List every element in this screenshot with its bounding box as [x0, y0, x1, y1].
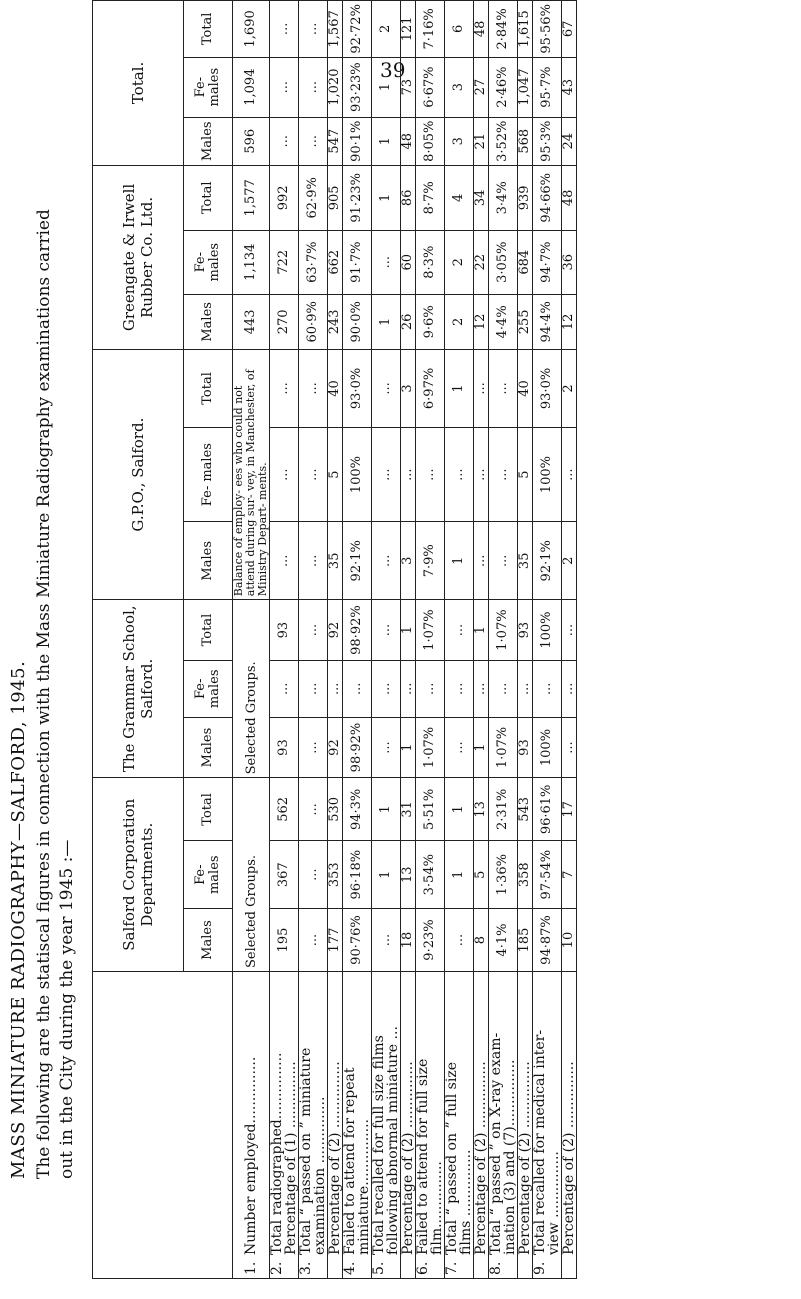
data-cell: 4·4% — [489, 294, 518, 349]
data-cell: 100% — [533, 600, 562, 661]
data-cell: 93·0% — [533, 350, 562, 428]
data-cell: 1,567 — [328, 1, 343, 58]
data-cell: 92·72% — [343, 1, 372, 58]
data-cell: 17 — [562, 778, 577, 841]
group-header: Greengate & Irwell Rubber Co. Ltd. — [93, 165, 184, 349]
data-cell: 5 — [474, 841, 489, 909]
data-cell: 91·23% — [343, 165, 372, 230]
table-row — [401, 1, 416, 1279]
data-cell: 90·1% — [343, 117, 372, 165]
data-cell: 1 — [372, 57, 401, 117]
data-cell: 270 — [270, 294, 299, 349]
data-cell: 12 — [474, 294, 489, 349]
data-cell: 6·67% — [416, 57, 445, 117]
data-cell: 1,577 — [233, 165, 270, 230]
data-cell: ... — [416, 427, 445, 521]
corner-cell — [93, 972, 233, 1279]
sub-column-header: Total — [184, 165, 233, 230]
row-label-text: Total “ passed on ” miniature — [298, 1047, 314, 1255]
data-cell: ... — [270, 427, 299, 521]
row-label — [489, 972, 518, 1279]
data-cell: 3·52% — [489, 117, 518, 165]
data-cell: ... — [299, 778, 328, 841]
data-cell: 43 — [562, 57, 577, 117]
data-cell: ... — [299, 350, 328, 428]
data-cell: 95·3% — [533, 117, 562, 165]
data-cell: 5 — [518, 427, 533, 521]
row-number: 9. — [532, 1261, 548, 1275]
row-number: 5. — [371, 1261, 387, 1275]
row-label — [299, 972, 328, 1279]
sub-column-header: Males — [184, 717, 233, 778]
data-cell: ... — [445, 909, 474, 972]
data-cell: 1·36% — [489, 841, 518, 909]
data-cell: 722 — [270, 230, 299, 294]
data-cell: 195 — [270, 909, 299, 972]
data-cell: 3 — [401, 350, 416, 428]
data-cell: ... — [372, 660, 401, 717]
row-number: 1. — [243, 1261, 259, 1275]
data-cell: 2·84% — [489, 1, 518, 58]
data-cell: 3 — [401, 522, 416, 600]
data-cell: 1·07% — [416, 600, 445, 661]
data-cell: ... — [445, 427, 474, 521]
selected-groups-note: Selected Groups. — [233, 600, 270, 778]
data-cell: ... — [299, 841, 328, 909]
data-cell: 86 — [401, 165, 416, 230]
row-number: 8. — [488, 1261, 504, 1275]
data-cell: ... — [372, 909, 401, 972]
data-cell: 1,047 — [518, 57, 533, 117]
table-row — [416, 1, 445, 1279]
data-cell: 100% — [533, 427, 562, 521]
data-cell: ... — [562, 717, 577, 778]
data-cell: 40 — [518, 350, 533, 428]
data-cell: 543 — [518, 778, 533, 841]
data-cell: 1,134 — [233, 230, 270, 294]
row-label-continuation: miniature............... — [356, 1119, 372, 1255]
data-cell: ... — [562, 427, 577, 521]
data-cell: ... — [343, 660, 372, 717]
data-cell: 35 — [328, 522, 343, 600]
data-cell: 100% — [343, 427, 372, 521]
data-cell: 13 — [401, 841, 416, 909]
intro-text-line-1: The following are the statiscal figures in connection with the Mass Miniature Radiography examinations carried — [34, 209, 54, 1179]
row-label — [474, 972, 489, 1279]
data-cell: ... — [299, 117, 328, 165]
row-label — [401, 972, 416, 1279]
data-cell: 185 — [518, 909, 533, 972]
data-cell: 1,020 — [328, 57, 343, 117]
data-cell: 596 — [233, 117, 270, 165]
row-label-continuation: ination (3) and (7)............... — [502, 1059, 518, 1255]
data-cell: ... — [562, 600, 577, 661]
data-cell: ... — [299, 427, 328, 521]
row-label-text: Total recalled for medical inter- — [532, 1029, 548, 1255]
data-cell: 100% — [533, 717, 562, 778]
row-label-text: Total radiographed............... — [269, 1052, 285, 1255]
data-cell: ... — [533, 660, 562, 717]
data-cell: ... — [299, 660, 328, 717]
table-row — [372, 1, 401, 1279]
data-cell: 91·7% — [343, 230, 372, 294]
data-cell: 22 — [474, 230, 489, 294]
data-cell: 93 — [518, 717, 533, 778]
data-cell: 1 — [445, 522, 474, 600]
data-cell: ... — [489, 522, 518, 600]
data-cell: 48 — [474, 1, 489, 58]
data-cell: 905 — [328, 165, 343, 230]
group-header: Total. — [93, 1, 184, 166]
data-cell: ... — [299, 57, 328, 117]
data-cell: 1 — [445, 778, 474, 841]
row-label — [270, 972, 299, 1279]
data-cell: ... — [270, 117, 299, 165]
data-cell: 1,094 — [233, 57, 270, 117]
data-cell: 367 — [270, 841, 299, 909]
data-cell: 94·7% — [533, 230, 562, 294]
row-label — [533, 972, 562, 1279]
row-label — [416, 972, 445, 1279]
data-cell: 1,615 — [518, 1, 533, 58]
data-cell: ... — [270, 660, 299, 717]
row-label — [343, 972, 372, 1279]
data-cell: ... — [299, 600, 328, 661]
data-cell: ... — [299, 1, 328, 58]
data-cell: ... — [372, 350, 401, 428]
data-cell: 662 — [328, 230, 343, 294]
table-row — [343, 1, 372, 1279]
row-number: 3. — [298, 1261, 314, 1275]
data-cell: 90·76% — [343, 909, 372, 972]
row-label-text: Percentage of (2) ............... — [517, 1061, 533, 1255]
data-cell: 2·31% — [489, 778, 518, 841]
data-cell: 562 — [270, 778, 299, 841]
data-cell: 35 — [518, 522, 533, 600]
data-cell: 95·7% — [533, 57, 562, 117]
data-cell: 1 — [372, 778, 401, 841]
data-cell: 67 — [562, 1, 577, 58]
table-row — [328, 1, 343, 1279]
data-cell: 60·9% — [299, 294, 328, 349]
row-number: 2. — [269, 1261, 285, 1275]
data-cell: 21 — [474, 117, 489, 165]
data-cell: 97·54% — [533, 841, 562, 909]
data-cell: 1·07% — [489, 717, 518, 778]
data-cell: 34 — [474, 165, 489, 230]
row-label-text: Failed to attend for full size — [415, 1058, 431, 1255]
data-cell: 243 — [328, 294, 343, 349]
data-cell: ... — [270, 57, 299, 117]
data-cell: 95·56% — [533, 1, 562, 58]
data-cell: ... — [489, 660, 518, 717]
data-cell: ... — [445, 600, 474, 661]
data-cell: ... — [474, 660, 489, 717]
data-cell: ... — [328, 660, 343, 717]
data-cell: ... — [489, 427, 518, 521]
sub-column-header: Total — [184, 600, 233, 661]
data-cell: 10 — [562, 909, 577, 972]
data-cell: 530 — [328, 778, 343, 841]
data-cell: 8·7% — [416, 165, 445, 230]
row-label — [233, 972, 270, 1279]
sub-column-header: Males — [184, 117, 233, 165]
table-row — [489, 1, 518, 1279]
data-cell: 1·07% — [489, 600, 518, 661]
row-label-text: Percentage of (2) ............... — [473, 1061, 489, 1255]
row-label — [562, 972, 577, 1279]
data-cell: ... — [299, 522, 328, 600]
row-label-text: Failed to attend for repeat — [342, 1067, 358, 1255]
data-cell: 547 — [328, 117, 343, 165]
row-label-text: Percentage of (2) ............... — [400, 1061, 416, 1255]
data-cell: 177 — [328, 909, 343, 972]
data-cell: 353 — [328, 841, 343, 909]
data-cell: 96·18% — [343, 841, 372, 909]
data-cell: 1 — [445, 350, 474, 428]
table-row — [233, 1, 270, 1279]
data-cell: 8·3% — [416, 230, 445, 294]
group-header: Salford Corporation Departments. — [93, 778, 184, 972]
data-cell: 94·66% — [533, 165, 562, 230]
data-cell: 93 — [270, 600, 299, 661]
intro-text-line-2: out in the City during the year 1945 :— — [57, 839, 77, 1179]
sub-column-header: Fe- males — [184, 57, 233, 117]
data-cell: 684 — [518, 230, 533, 294]
gpo-balance-note: Balance of employ- ees who could not attend during sur- vey, in Manchester, of Ministry Depart- ments. — [233, 350, 270, 600]
data-cell: ... — [474, 427, 489, 521]
row-label-text: Percentage of (2) ............... — [561, 1061, 577, 1255]
data-cell: 31 — [401, 778, 416, 841]
data-cell: 255 — [518, 294, 533, 349]
data-cell: 92 — [328, 717, 343, 778]
row-label — [518, 972, 533, 1279]
data-cell: ... — [445, 717, 474, 778]
data-cell: 1 — [474, 600, 489, 661]
data-cell: 568 — [518, 117, 533, 165]
data-cell: 60 — [401, 230, 416, 294]
data-cell: ... — [372, 522, 401, 600]
data-cell: 6 — [445, 1, 474, 58]
row-number: 6. — [415, 1261, 431, 1275]
data-cell: 1 — [372, 294, 401, 349]
data-cell: 6·97% — [416, 350, 445, 428]
data-cell: 9·6% — [416, 294, 445, 349]
data-cell: 7·9% — [416, 522, 445, 600]
data-cell: 98·92% — [343, 717, 372, 778]
row-label-continuation: following abnormal miniature ... — [385, 1026, 401, 1255]
data-cell: ... — [372, 427, 401, 521]
table-row — [562, 1, 577, 1279]
data-cell: 2 — [445, 230, 474, 294]
data-cell: ... — [401, 427, 416, 521]
data-cell: 63·7% — [299, 230, 328, 294]
row-label-continuation: films ............... — [458, 1149, 474, 1255]
table-row — [299, 1, 328, 1279]
row-label-continuation: examination ............... — [312, 1096, 328, 1255]
data-cell: ... — [299, 909, 328, 972]
data-cell: ... — [474, 522, 489, 600]
sub-column-header: Fe- males — [184, 427, 233, 521]
data-cell: 3 — [445, 117, 474, 165]
data-cell: 18 — [401, 909, 416, 972]
row-label-text: Percentage of (2) ............... — [327, 1061, 343, 1255]
data-cell: 93·0% — [343, 350, 372, 428]
data-cell: 3·05% — [489, 230, 518, 294]
row-number: 7. — [444, 1261, 460, 1275]
data-cell: ... — [299, 717, 328, 778]
data-cell: 5 — [328, 427, 343, 521]
selected-groups-note: Selected Groups. — [233, 778, 270, 972]
row-label-text: Total recalled for full size films — [371, 1035, 387, 1255]
row-label — [372, 972, 401, 1279]
page-heading: MASS MINIATURE RADIOGRAPHY—SALFORD, 1945. — [8, 660, 29, 1179]
data-cell: 26 — [401, 294, 416, 349]
sub-column-header: Fe- males — [184, 841, 233, 909]
table-row — [518, 1, 533, 1279]
data-cell: ... — [489, 350, 518, 428]
data-cell: ... — [518, 660, 533, 717]
data-cell: 9·23% — [416, 909, 445, 972]
data-cell: 62·9% — [299, 165, 328, 230]
data-cell: 992 — [270, 165, 299, 230]
row-label-text: Total “ passed on ” full size — [444, 1062, 460, 1255]
data-cell: 1 — [401, 600, 416, 661]
data-cell: 939 — [518, 165, 533, 230]
data-cell: 13 — [474, 778, 489, 841]
data-cell: 92·1% — [343, 522, 372, 600]
data-cell: ... — [372, 230, 401, 294]
data-cell: 36 — [562, 230, 577, 294]
data-cell: 4·1% — [489, 909, 518, 972]
sub-column-header: Males — [184, 909, 233, 972]
sub-column-header: Fe- males — [184, 660, 233, 717]
data-cell: 1 — [372, 117, 401, 165]
row-number: 4. — [342, 1261, 358, 1275]
data-cell: 3·54% — [416, 841, 445, 909]
data-cell: 2 — [562, 350, 577, 428]
data-cell: 8 — [474, 909, 489, 972]
row-label-continuation: Percentage of (1) ............... — [283, 1061, 299, 1255]
row-label-continuation: view ............... — [546, 1151, 562, 1255]
data-cell: ... — [270, 1, 299, 58]
data-cell: 92·1% — [533, 522, 562, 600]
data-cell: 1 — [445, 841, 474, 909]
data-cell: 73 — [401, 57, 416, 117]
sub-column-header: Males — [184, 294, 233, 349]
data-cell: 93·23% — [343, 57, 372, 117]
group-header: The Grammar School, Salford. — [93, 600, 184, 778]
sub-column-header: Males — [184, 522, 233, 600]
data-cell: 1 — [401, 717, 416, 778]
data-cell: 93 — [518, 600, 533, 661]
data-cell: 8·05% — [416, 117, 445, 165]
data-cell: ... — [562, 660, 577, 717]
row-label-continuation: film............... — [429, 1161, 445, 1255]
data-cell: 3 — [445, 57, 474, 117]
data-cell: 94·3% — [343, 778, 372, 841]
data-cell: 1 — [474, 717, 489, 778]
data-cell: 1·07% — [416, 717, 445, 778]
table-row — [445, 1, 474, 1279]
data-cell: 1 — [372, 841, 401, 909]
row-label — [328, 972, 343, 1279]
data-cell: 443 — [233, 294, 270, 349]
data-cell: ... — [401, 660, 416, 717]
data-cell: 2 — [445, 294, 474, 349]
table-row — [533, 1, 562, 1279]
data-cell: 93 — [270, 717, 299, 778]
statistics-table — [92, 0, 577, 1279]
data-cell: 96·61% — [533, 778, 562, 841]
table-row — [474, 1, 489, 1279]
data-cell: 2 — [372, 1, 401, 58]
data-cell: 5·51% — [416, 778, 445, 841]
table-row — [270, 1, 299, 1279]
data-cell: 4 — [445, 165, 474, 230]
data-cell: ... — [474, 350, 489, 428]
data-cell: 7·16% — [416, 1, 445, 58]
sub-column-header: Total — [184, 1, 233, 58]
data-cell: 121 — [401, 1, 416, 58]
data-cell: 48 — [562, 165, 577, 230]
page-number: 39 — [380, 58, 406, 82]
data-cell: 2 — [562, 522, 577, 600]
data-cell: 1,690 — [233, 1, 270, 58]
data-cell: ... — [445, 660, 474, 717]
data-cell: ... — [416, 660, 445, 717]
row-label — [445, 972, 474, 1279]
group-header: G.P.O., Salford. — [93, 350, 184, 600]
data-cell: 7 — [562, 841, 577, 909]
data-cell: ... — [270, 350, 299, 428]
data-cell: 94·87% — [533, 909, 562, 972]
data-cell: 27 — [474, 57, 489, 117]
data-cell: 358 — [518, 841, 533, 909]
data-cell: 92 — [328, 600, 343, 661]
data-cell: 2·46% — [489, 57, 518, 117]
row-label-text: Total “ passed ” on X-ray exam- — [488, 1032, 504, 1255]
sub-column-header: Total — [184, 350, 233, 428]
data-cell: 3·4% — [489, 165, 518, 230]
data-cell: ... — [372, 717, 401, 778]
data-cell: 40 — [328, 350, 343, 428]
data-cell: 94·4% — [533, 294, 562, 349]
data-cell: 48 — [401, 117, 416, 165]
sub-column-header: Fe- males — [184, 230, 233, 294]
data-cell: 1 — [372, 165, 401, 230]
data-cell: ... — [270, 522, 299, 600]
sub-column-header: Total — [184, 778, 233, 841]
data-cell: 12 — [562, 294, 577, 349]
data-cell: 24 — [562, 117, 577, 165]
row-label-text: Number employed............... — [243, 1056, 259, 1255]
data-cell: 90·0% — [343, 294, 372, 349]
data-cell: 98·92% — [343, 600, 372, 661]
data-cell: ... — [372, 600, 401, 661]
